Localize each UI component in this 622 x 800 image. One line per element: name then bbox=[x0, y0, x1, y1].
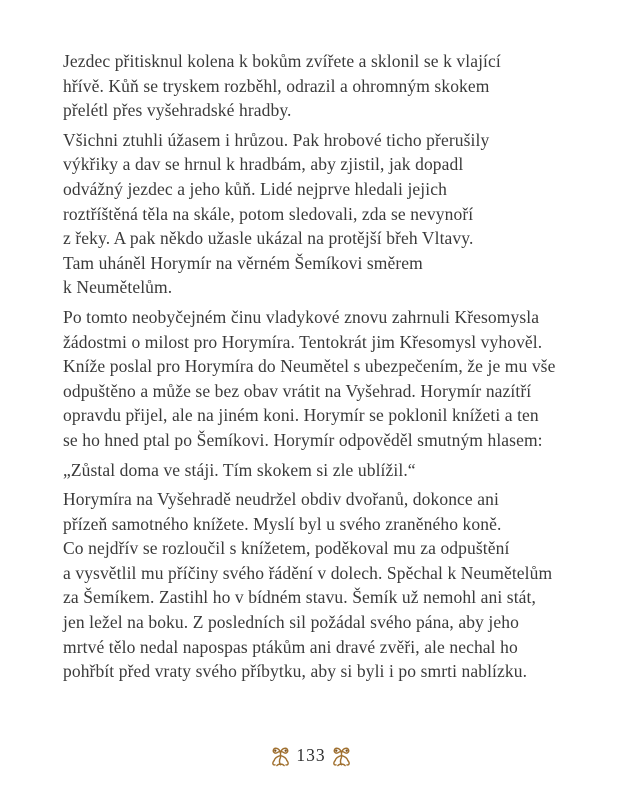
text-line: odvážný jezdec a jeho kůň. Lidé nejprve hledali jejich bbox=[63, 178, 447, 199]
text-line: hřívě. Kůň se tryskem rozběhl, odrazil a ohromným skokem bbox=[63, 75, 490, 96]
text-line: žádostmi o milost pro Horymíra. Tentokrát jim Křesomysl vyhověl. bbox=[63, 331, 543, 352]
fleuron-ornament-right-icon bbox=[331, 745, 352, 768]
paragraph bbox=[63, 305, 573, 453]
text-line: pohřbít před vraty svého příbytku, aby si byli i po smrti nablízku. bbox=[63, 661, 528, 682]
text-line: výkřiky a dav se hrnul k hradbám, aby zjistil, jak dopadl bbox=[63, 154, 464, 175]
text-line: přelétl přes vyšehradské hradby. bbox=[63, 100, 292, 121]
text-line: Horymíra na Vyšehradě neudržel obdiv dvořanů, dokonce ani bbox=[63, 489, 499, 510]
paragraph bbox=[63, 458, 573, 483]
text-line: Tam uháněl Horymír na věrném Šemíkovi směrem bbox=[63, 252, 423, 273]
text-line: Po tomto neobyčejném činu vladykové znovu zahrnuli Křesomysla bbox=[63, 306, 540, 327]
text-line: opravdu přijel, ale na jiném koni. Horymír se poklonil knížeti a ten bbox=[63, 405, 539, 426]
page-number: 133 bbox=[296, 744, 326, 765]
text-line: přízeň samotného knížete. Myslí byl u svého zraněného koně. bbox=[63, 513, 502, 534]
text-line: k Neumětelům. bbox=[63, 277, 173, 298]
text-line: Jezdec přitisknul kolena k bokům zvířete a sklonil se k vlající bbox=[63, 51, 501, 71]
text-body bbox=[63, 49, 573, 689]
text-line: Co nejdřív se rozloučil s knížetem, poděkoval mu za odpuštění bbox=[63, 538, 510, 559]
text-line: jen ležel na boku. Z posledních sil požádal svého pána, aby jeho bbox=[63, 612, 519, 633]
text-line: se ho hned ptal po Šemíkovi. Horymír odpověděl smutným hlasem: bbox=[63, 429, 543, 450]
text-line: Kníže poslal pro Horymíra do Neumětel s ubezpečením, že je mu vše bbox=[63, 356, 556, 377]
text-line: mrtvé tělo nedal napospas ptákům ani dravé zvěři, ale nechal ho bbox=[63, 636, 518, 657]
text-line: za Šemíkem. Zastihl ho v bídném stavu. Šemík už nemohl ani stát, bbox=[63, 587, 536, 608]
text-line: roztříštěná těla na skále, potom sledovali, zda se nevynoří bbox=[63, 203, 474, 224]
text-line: Všichni ztuhli úžasem i hrůzou. Pak hrobové ticho přerušily bbox=[63, 129, 490, 150]
text-line: odpuštěno a může se bez obav vrátit na Vyšehrad. Horymír nazítří bbox=[63, 380, 532, 401]
text-line: „Zůstal doma ve stáji. Tím skokem si zle ublížil.“ bbox=[63, 459, 416, 480]
fleuron-ornament-left-icon bbox=[270, 745, 291, 768]
text-line: z řeky. A pak někdo užasle ukázal na protější břeh Vltavy. bbox=[63, 228, 474, 249]
paragraph bbox=[63, 487, 573, 684]
paragraph bbox=[63, 49, 573, 123]
paragraph bbox=[63, 128, 573, 300]
text-line: a vysvětlil mu příčiny svého řádění v dolech. Spěchal k Neumětelům bbox=[63, 562, 553, 583]
page-footer bbox=[0, 745, 622, 768]
